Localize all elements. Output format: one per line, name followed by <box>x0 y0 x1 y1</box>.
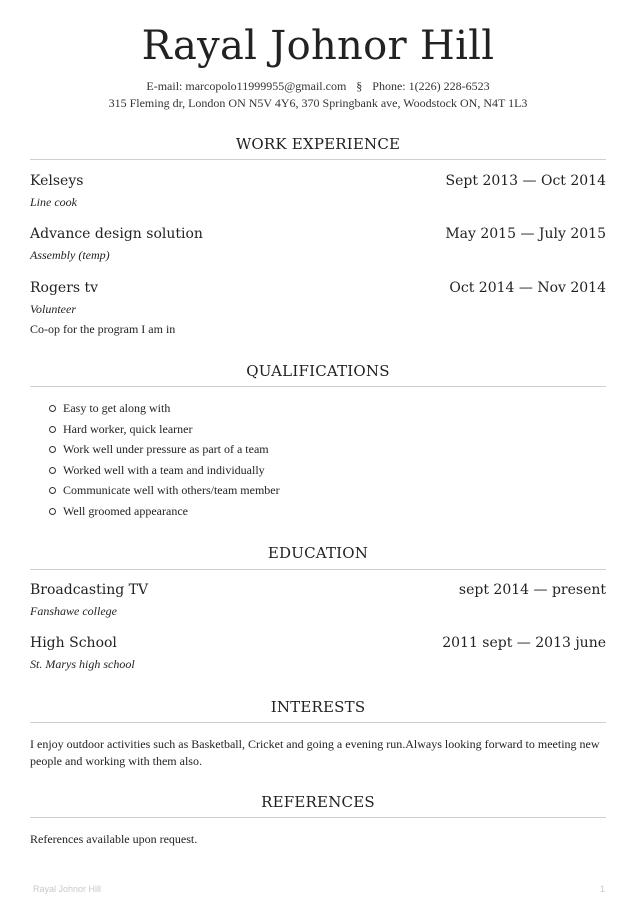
job-dates: Oct 2014 — Nov 2014 <box>449 280 606 296</box>
references-text: References available upon request. <box>30 832 198 846</box>
contact-separator: § <box>356 79 363 93</box>
section-title-interests: INTERESTS <box>270 698 366 716</box>
bullet-icon <box>49 487 56 494</box>
school-dates: sept 2014 — present <box>458 582 606 598</box>
school-place: Fanshawe college <box>30 604 117 618</box>
job-note: Co-op for the program I am in <box>30 322 176 336</box>
section-divider <box>30 159 606 160</box>
list-item <box>30 421 280 442</box>
job-org: Advance design solution <box>30 226 203 242</box>
bullet-icon <box>49 405 56 412</box>
list-item <box>30 441 280 462</box>
contact-line <box>30 79 606 94</box>
list-item-text: Worked well with a team and individually <box>63 462 265 477</box>
section-divider <box>30 722 606 723</box>
job-org: Rogers tv <box>30 280 99 296</box>
school-name: Broadcasting TV <box>30 582 149 598</box>
list-item-text: Well groomed appearance <box>63 503 188 518</box>
candidate-name: Rayal Johnor Hill <box>141 23 495 69</box>
interests-text: I enjoy outdoor activities such as Basketball, Cricket and going a evening run.Always looking forward to meeting new people and working with them also. <box>30 737 600 768</box>
list-item <box>30 400 280 421</box>
phone-text: Phone: 1(226) 228-6523 <box>372 79 490 93</box>
job-org: Kelseys <box>30 173 84 189</box>
bullet-icon <box>49 426 56 433</box>
bullet-icon <box>49 467 56 474</box>
school-name: High School <box>30 635 117 651</box>
footer-page-number: 1 <box>599 884 605 894</box>
section-divider <box>30 386 606 387</box>
list-item-text: Communicate well with others/team member <box>63 483 280 498</box>
section-title-references: REFERENCES <box>261 793 375 811</box>
job-dates: May 2015 — July 2015 <box>445 226 606 242</box>
section-divider <box>30 569 606 570</box>
job-role: Volunteer <box>30 302 76 316</box>
section-title-work: WORK EXPERIENCE <box>235 135 401 153</box>
job-role: Line cook <box>30 195 77 209</box>
school-dates: 2011 sept — 2013 june <box>442 635 606 651</box>
bullet-icon <box>49 508 56 515</box>
school-place: St. Marys high school <box>30 657 135 671</box>
footer-name: Rayal Johnor Hill <box>33 884 102 894</box>
address-line: 315 Fleming dr, London ON N5V 4Y6, 370 Springbank ave, Woodstock ON, N4T 1L3 <box>108 96 528 110</box>
section-divider <box>30 817 606 818</box>
list-item <box>30 503 280 524</box>
list-item-text: Hard worker, quick learner <box>63 421 193 436</box>
list-item <box>30 462 280 483</box>
section-title-education: EDUCATION <box>267 544 369 562</box>
section-title-qualifications: QUALIFICATIONS <box>246 362 390 380</box>
list-item-text: Work well under pressure as part of a team <box>63 442 269 457</box>
list-item-text: Easy to get along with <box>63 401 171 415</box>
job-dates: Sept 2013 — Oct 2014 <box>445 173 606 189</box>
email-text: E-mail: marcopolo11999955@gmail.com <box>146 79 347 93</box>
qualifications-list <box>30 400 280 524</box>
list-item <box>30 482 280 503</box>
job-role: Assembly (temp) <box>30 248 110 262</box>
bullet-icon <box>49 446 56 453</box>
